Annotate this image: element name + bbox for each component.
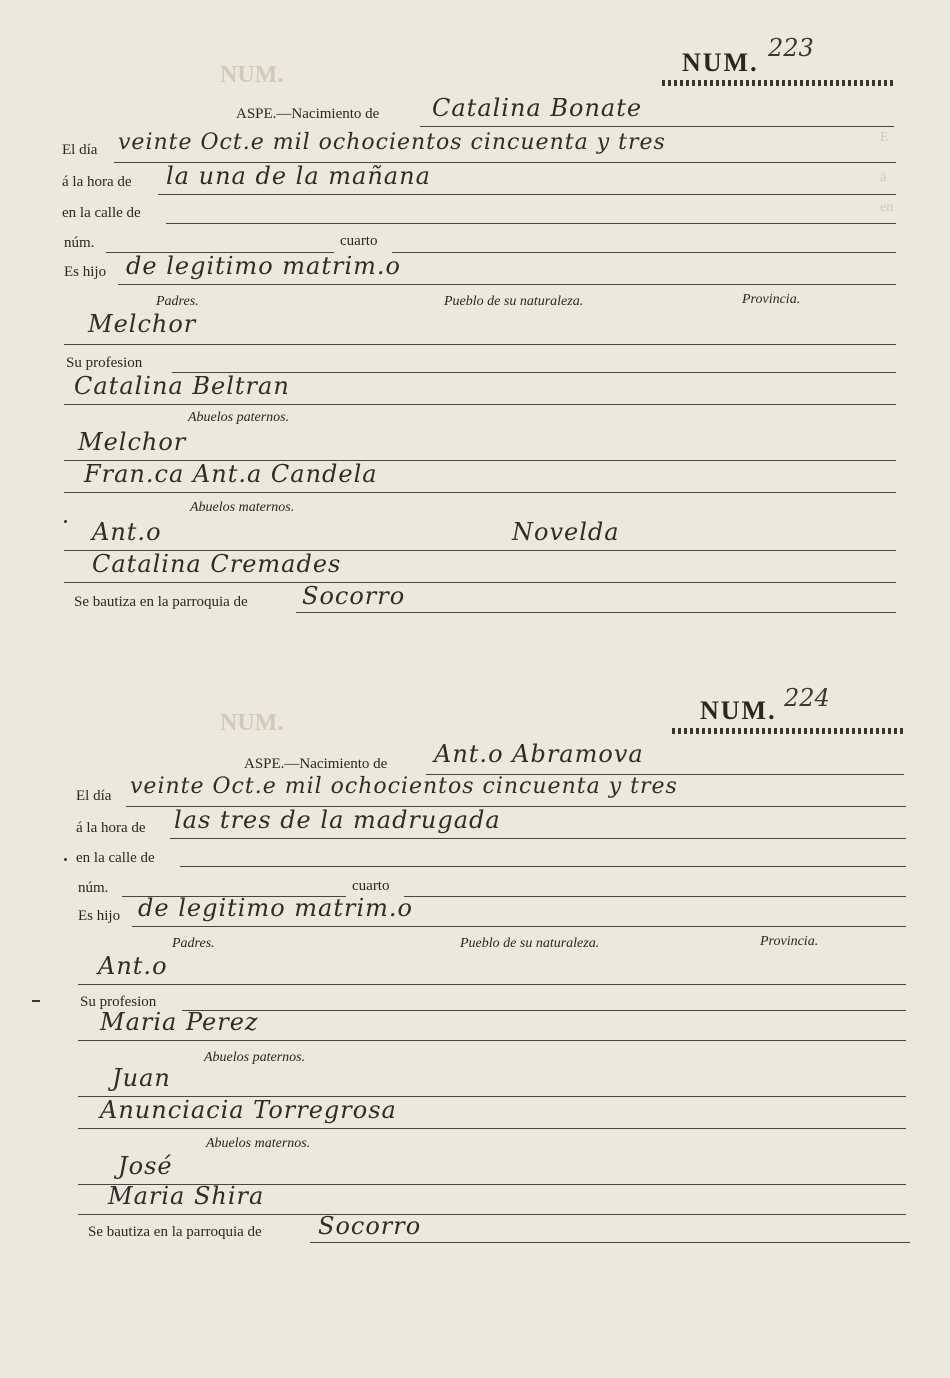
hora-line — [158, 194, 896, 195]
es-hijo-label: Es hijo — [64, 264, 107, 280]
madre-line — [78, 1040, 906, 1041]
ink-mark — [32, 1000, 40, 1002]
decorative-rule — [662, 80, 894, 86]
paternal-grandfather: Juan — [112, 1064, 171, 1092]
hora-label: á la hora de — [76, 820, 146, 836]
maternal-grandfather: Ant.o — [92, 518, 162, 546]
nacimiento-label: ASPE.—Nacimiento de — [244, 756, 388, 772]
hora-line — [170, 838, 906, 839]
padre-line — [64, 344, 896, 345]
bleed-through-text: E — [880, 130, 889, 145]
calle-label: en la calle de — [76, 850, 155, 866]
filiation: de legitimo matrim.o — [138, 894, 413, 922]
child-name: Ant.o Abramova — [434, 740, 644, 768]
birth-date: veinte Oct.e mil ochocientos cincuenta y tres — [130, 774, 678, 799]
bleed-through-number: NUM. — [220, 710, 284, 736]
paternal-grandmother: Fran.ca Ant.a Candela — [84, 460, 378, 488]
mother-name: Catalina Beltran — [74, 372, 290, 400]
profesion-line — [182, 1010, 906, 1011]
abuelos-paternos-header: Abuelos paternos. — [204, 1050, 306, 1065]
dia-label: El día — [76, 788, 112, 804]
maternal-grandmother: Maria Shira — [108, 1182, 265, 1210]
bleed-through-text: á — [880, 170, 887, 185]
parish-name: Socorro — [318, 1212, 422, 1240]
abuelos-maternos-header: Abuelos maternos. — [190, 500, 295, 515]
child-name: Catalina Bonate — [432, 94, 643, 122]
profesion-label: Su profesion — [66, 355, 143, 371]
pueblo-header: Pueblo de su naturaleza. — [444, 294, 584, 309]
padres-header: Padres. — [172, 936, 215, 951]
abuela-paterna-line — [64, 492, 896, 493]
father-name: Melchor — [88, 310, 197, 338]
provincia-header: Provincia. — [760, 934, 819, 949]
cuarto-line — [404, 896, 906, 897]
bautiza-line — [310, 1242, 910, 1243]
abuela-materna-line — [78, 1214, 906, 1215]
cuarto-label: cuarto — [340, 233, 378, 249]
ink-dot — [64, 520, 67, 523]
bleed-through-number: NUM. — [220, 62, 284, 88]
padre-line — [78, 984, 906, 985]
calle-label: en la calle de — [62, 205, 141, 221]
num-label: núm. — [64, 235, 95, 251]
es-hijo-line — [132, 926, 906, 927]
nacimiento-label: ASPE.—Nacimiento de — [236, 106, 380, 122]
es-hijo-label: Es hijo — [78, 908, 121, 924]
abuela-paterna-line — [78, 1128, 906, 1129]
calle-line — [166, 223, 896, 224]
record-number-label: NUM. — [682, 48, 759, 77]
bautiza-label: Se bautiza en la parroquia de — [88, 1224, 262, 1240]
bleed-through-text: en — [880, 200, 894, 215]
padres-header: Padres. — [156, 294, 199, 309]
maternal-grandfather-town: Novelda — [512, 518, 620, 546]
abuelos-maternos-header: Abuelos maternos. — [206, 1136, 311, 1151]
nacimiento-line — [420, 126, 894, 127]
pueblo-header: Pueblo de su naturaleza. — [460, 936, 600, 951]
birth-hour: la una de la mañana — [166, 162, 431, 190]
profesion-label: Su profesion — [80, 994, 157, 1010]
cuarto-line — [392, 252, 896, 253]
birth-hour: las tres de la madrugada — [174, 806, 501, 834]
hora-label: á la hora de — [62, 174, 132, 190]
calle-line — [180, 866, 906, 867]
ink-dot — [64, 858, 67, 861]
record-number-label: NUM. — [700, 696, 777, 725]
maternal-grandmother: Catalina Cremades — [92, 550, 342, 578]
mother-name: Maria Perez — [100, 1008, 259, 1036]
es-hijo-line — [118, 284, 896, 285]
cuarto-label: cuarto — [352, 878, 390, 894]
num-label: núm. — [78, 880, 109, 896]
paternal-grandfather: Melchor — [78, 428, 187, 456]
bautiza-line — [296, 612, 896, 613]
dia-label: El día — [62, 142, 98, 158]
record-number-value: 224 — [784, 684, 830, 712]
bautiza-label: Se bautiza en la parroquia de — [74, 594, 248, 610]
abuela-materna-line — [64, 582, 896, 583]
provincia-header: Provincia. — [742, 292, 801, 307]
paternal-grandmother: Anunciacia Torregrosa — [100, 1096, 397, 1124]
father-name: Ant.o — [98, 952, 168, 980]
record-number-value: 223 — [768, 34, 814, 62]
birth-date: veinte Oct.e mil ochocientos cincuenta y tres — [118, 130, 666, 155]
decorative-rule — [672, 728, 906, 734]
filiation: de legitimo matrim.o — [126, 252, 401, 280]
maternal-grandfather: José — [118, 1152, 173, 1180]
abuelos-paternos-header: Abuelos paternos. — [188, 410, 290, 425]
parish-name: Socorro — [302, 582, 406, 610]
madre-line — [64, 404, 896, 405]
